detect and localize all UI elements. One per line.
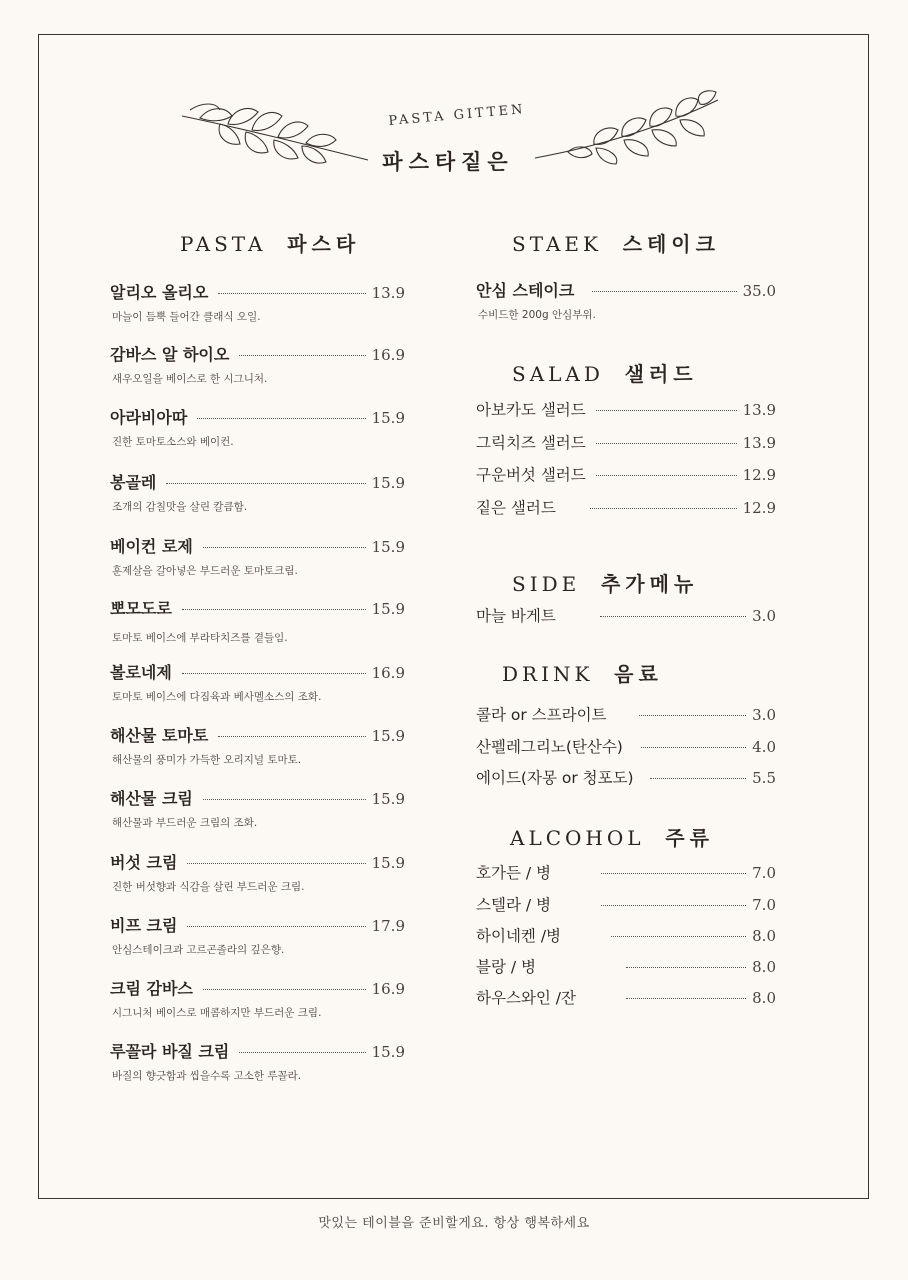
dot-leader [600, 616, 746, 617]
item-price: 3.0 [752, 607, 776, 625]
dot-leader [239, 1052, 365, 1053]
item-price: 16.9 [371, 664, 405, 682]
item-name: 감바스 알 하이오 [110, 345, 230, 364]
item-price: 13.9 [371, 284, 405, 302]
item-name: 알리오 올리오 [110, 283, 209, 302]
item-name: 블랑 / 병 [476, 958, 536, 976]
item-name: 그릭치즈 샐러드 [476, 434, 586, 452]
dot-leader [218, 293, 365, 294]
brand-english: PASTA GITTEN [387, 102, 527, 129]
dot-leader [592, 291, 736, 292]
dot-leader [182, 673, 366, 674]
menu-item [476, 703, 776, 725]
item-price: 17.9 [371, 917, 405, 935]
menu-item [110, 470, 405, 514]
menu-item [476, 278, 776, 322]
item-name: 비프 크림 [110, 916, 178, 935]
item-name: 구운버섯 샐러드 [476, 466, 586, 484]
item-name: 해산물 크림 [110, 789, 193, 808]
item-description: 해산물과 부드러운 크림의 조화. [112, 817, 258, 829]
item-price: 13.9 [742, 434, 776, 452]
menu-item [110, 342, 405, 386]
section-title-alcohol: ALCOHOL 주류 [510, 826, 714, 850]
item-price: 15.9 [371, 727, 405, 745]
item-name: 짙은 샐러드 [476, 499, 556, 517]
dot-leader [218, 736, 365, 737]
item-price: 13.9 [742, 401, 776, 419]
item-price: 35.0 [742, 282, 776, 300]
menu-item [110, 596, 405, 645]
menu-item [476, 893, 776, 915]
brand-korean: 파스타짙은 [382, 150, 514, 174]
item-price: 8.0 [752, 989, 776, 1007]
menu-item [476, 861, 776, 883]
dot-leader [596, 410, 737, 411]
item-price: 15.9 [371, 409, 405, 427]
item-price: 15.9 [371, 854, 405, 872]
item-name: 안심 스테이크 [476, 281, 575, 300]
dot-leader [166, 483, 365, 484]
item-name: 해산물 토마토 [110, 726, 209, 745]
dot-leader [203, 547, 366, 548]
item-price: 8.0 [752, 927, 776, 945]
item-name: 봉골레 [110, 473, 157, 492]
item-name: 마늘 바게트 [476, 607, 556, 625]
item-name: 아보카도 샐러드 [476, 401, 586, 419]
menu-item [110, 850, 405, 894]
dot-leader [203, 989, 366, 990]
section-title-side: SIDE 추가메뉴 [512, 572, 699, 596]
section-title-steak: STAEK 스테이크 [512, 232, 720, 256]
item-description: 시그니처 베이스로 매콤하지만 부드러운 크림. [112, 1007, 322, 1019]
item-price: 12.9 [742, 466, 776, 484]
item-description: 안심스테이크과 고르곤졸라의 깊은향. [112, 944, 285, 956]
menu-item [110, 723, 405, 767]
item-description: 바질의 향긋함과 씹을수록 고소한 루꼴라. [112, 1070, 302, 1082]
item-price: 8.0 [752, 958, 776, 976]
section-title-pasta: PASTA 파스타 [180, 232, 361, 256]
menu-item [476, 496, 776, 518]
menu-item [110, 280, 405, 324]
section-title-salad: SALAD 샐러드 [512, 362, 698, 386]
item-description: 토마토 베이스에 부라타치즈를 곁들임. [112, 632, 288, 644]
item-name: 뽀모도로 [110, 599, 172, 618]
item-name: 베이컨 로제 [110, 537, 193, 556]
item-price: 4.0 [752, 738, 776, 756]
item-price: 5.5 [752, 769, 776, 787]
dot-leader [601, 873, 746, 874]
item-description: 새우오일을 베이스로 한 시그니처. [112, 373, 268, 385]
dot-leader [590, 508, 737, 509]
menu-item [110, 660, 405, 704]
menu-item [110, 786, 405, 830]
item-price: 15.9 [371, 1043, 405, 1061]
item-description: 훈제살을 갈아넣은 부드러운 토마토크림. [112, 565, 298, 577]
dot-leader [650, 778, 747, 779]
dot-leader [187, 926, 365, 927]
dot-leader [641, 747, 746, 748]
item-name: 하우스와인 /잔 [476, 989, 576, 1007]
item-price: 3.0 [752, 706, 776, 724]
item-description: 진한 토마토소스와 베이컨. [112, 436, 234, 448]
item-name: 루꼴라 바질 크림 [110, 1042, 230, 1061]
dot-leader [182, 609, 366, 610]
item-price: 15.9 [371, 600, 405, 618]
dot-leader [596, 443, 737, 444]
item-price: 7.0 [752, 896, 776, 914]
section-title-drink: DRINK 음료 [502, 662, 663, 686]
item-price: 16.9 [371, 980, 405, 998]
menu-item [476, 604, 776, 626]
item-price: 15.9 [371, 474, 405, 492]
item-name: 버섯 크림 [110, 853, 178, 872]
item-description: 수비드한 200g 안심부위. [478, 309, 596, 321]
menu-item [476, 924, 776, 946]
dot-leader [626, 967, 746, 968]
item-name: 에이드(자몽 or 청포도) [476, 769, 634, 787]
dot-leader [203, 799, 366, 800]
item-name: 하이네켄 /병 [476, 927, 562, 945]
item-name: 크림 감바스 [110, 979, 193, 998]
menu-item [476, 431, 776, 453]
item-name: 호가든 / 병 [476, 864, 551, 882]
menu-item [110, 405, 405, 449]
item-price: 15.9 [371, 538, 405, 556]
item-name: 콜라 or 스프라이트 [476, 706, 607, 724]
item-price: 7.0 [752, 864, 776, 882]
item-description: 조개의 감칠맛을 살린 칼큼함. [112, 501, 248, 513]
item-price: 12.9 [742, 499, 776, 517]
item-description: 해산물의 풍미가 가득한 오리지널 토마토. [112, 754, 302, 766]
dot-leader [596, 475, 737, 476]
menu-item [476, 463, 776, 485]
item-name: 아라비아따 [110, 408, 188, 427]
menu-item [476, 766, 776, 788]
menu-item [110, 534, 405, 578]
menu-item [476, 398, 776, 420]
dot-leader [601, 905, 746, 906]
footer-message: 맛있는 테이블을 준비할게요. 항상 행복하세요 [318, 1216, 590, 1231]
item-description: 진한 버섯향과 식감을 살린 부드러운 크림. [112, 881, 305, 893]
menu-item [476, 735, 776, 757]
menu-item [110, 913, 405, 957]
menu-item [110, 1039, 405, 1083]
item-price: 16.9 [371, 346, 405, 364]
item-name: 볼로네제 [110, 663, 172, 682]
item-description: 토마토 베이스에 다짐육과 베사멜소스의 조화. [112, 691, 322, 703]
dot-leader [239, 355, 365, 356]
dot-leader [611, 936, 746, 937]
item-name: 스텔라 / 병 [476, 896, 551, 914]
menu-item [476, 955, 776, 977]
dot-leader [197, 418, 365, 419]
dot-leader [187, 863, 365, 864]
item-name: 산펠레그리노(탄산수) [476, 738, 623, 756]
item-price: 15.9 [371, 790, 405, 808]
dot-leader [639, 715, 747, 716]
item-description: 마늘이 듬뿍 들어간 클래식 오일. [112, 311, 261, 323]
menu-item [476, 986, 776, 1008]
menu-item [110, 976, 405, 1020]
dot-leader [626, 998, 746, 999]
